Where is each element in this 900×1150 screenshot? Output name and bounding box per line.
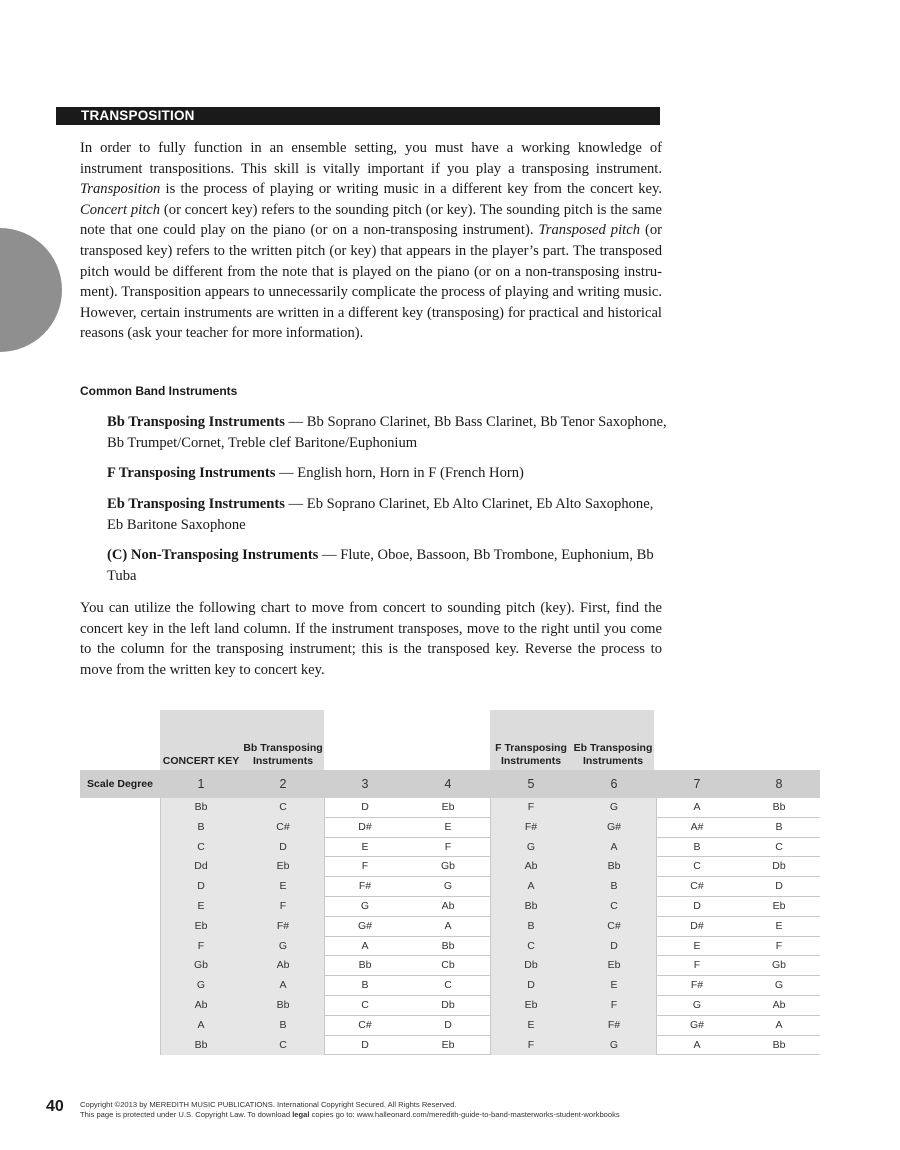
table-cell: G: [443, 880, 453, 893]
table-cell: C#: [242, 818, 324, 838]
table-cell: F: [490, 798, 572, 818]
instrument-group-c: [107, 545, 667, 586]
table-cell: G: [242, 937, 324, 957]
scale-degree-cell: 6: [610, 777, 618, 791]
instrument-group-name: F Transposing Instruments: [107, 465, 276, 481]
scale-degree-cell: 1: [197, 777, 205, 791]
term-concert-pitch: Concert pitch: [80, 201, 161, 218]
copyright-line-2: [80, 1110, 620, 1120]
instrument-group-name: Bb Transposing Instruments: [107, 414, 285, 430]
table-cell: Db: [772, 860, 786, 873]
table-cell: B: [490, 917, 572, 937]
table-cell: A: [693, 1038, 701, 1051]
table-cell: G: [572, 1036, 656, 1056]
table-cell: Gb: [771, 959, 786, 972]
table-cell: F: [160, 937, 242, 957]
table-cell: D: [775, 880, 783, 893]
table-cell: G: [774, 979, 784, 992]
table-cell: A: [242, 976, 324, 996]
table-cell: Db: [441, 998, 455, 1011]
table-cell: G: [692, 998, 702, 1011]
table-cell: D: [361, 1038, 369, 1051]
instrument-group-list: — Bb Soprano Clarinet, Bb Bass Clarinet, Bb Tenor Saxophone, Bb Trumpet/Cornet, Treble clef Baritone/Euphonium: [107, 414, 667, 451]
table-cell: A: [490, 877, 572, 897]
table-cell: Cb: [441, 959, 455, 972]
table-cell: Dd: [160, 857, 242, 877]
copyright-line-2c: copies go to: www.halleonard.com/meredith-guide-to-band-masterworks-student-workbooks: [309, 1109, 620, 1119]
intro-text-3: (or concert key) refers to the sounding pitch (or key). The sounding pitch is the same note that one could play on the piano (or on a non-transposing instrument).: [80, 201, 662, 239]
instrument-group-name: Eb Transposing Instruments: [107, 496, 285, 512]
table-cell: D#: [358, 820, 372, 833]
table-cell: D: [572, 937, 656, 957]
table-cell: F#: [572, 1016, 656, 1036]
table-cell: C: [242, 798, 324, 818]
instrument-group-eb: [107, 494, 667, 535]
table-cell: D: [160, 877, 242, 897]
table-cell: C#: [358, 1018, 372, 1031]
scale-degree-cell: 3: [361, 777, 369, 791]
table-cell: Ab: [490, 857, 572, 877]
table-cell: Bb: [772, 801, 786, 813]
table-cell: B: [361, 979, 369, 992]
col-header-eb: Eb Transposing Instruments: [572, 710, 654, 770]
section-title-bar: TRANSPOSITION: [56, 107, 660, 125]
table-cell: Ab: [441, 899, 455, 912]
table-cell: A#: [690, 820, 704, 833]
table-cell: Eb: [490, 996, 572, 1016]
table-cell: Eb: [242, 857, 324, 877]
table-cell: F: [693, 959, 701, 972]
table-cell: E: [242, 877, 324, 897]
intro-text-1: In order to fully function in an ensemble setting, you must have a working knowledge of instrument transpositions. This skill is vitally important if you play a transposing instrument.: [80, 140, 662, 177]
table-cell: D: [361, 801, 369, 813]
instrument-group-list: — English horn, Horn in F (French Horn): [275, 465, 524, 481]
intro-text-2: is the process of playing or writing music in a different key from the concert key.: [160, 181, 662, 198]
instrument-group-name: (C) Non-Transposing Instruments: [107, 547, 319, 563]
intro-paragraph: [80, 138, 662, 344]
scale-degree-label: Scale Degree: [87, 778, 153, 790]
table-cell: B: [160, 818, 242, 838]
table-cell: A: [160, 1016, 242, 1036]
page-number: 40: [46, 1098, 64, 1115]
copyright-legal: legal: [292, 1109, 310, 1119]
instrument-group-list: — Eb Soprano Clarinet, Eb Alto Clarinet, Eb Alto Saxophone, Eb Baritone Saxophone: [107, 496, 654, 533]
table-cell: D: [693, 899, 701, 912]
col-header-8: [738, 710, 820, 770]
copyright-notice: [80, 1100, 620, 1119]
table-cell: C: [444, 979, 452, 992]
scale-degree-row: [80, 770, 820, 798]
table-cell: E: [361, 840, 369, 853]
column-divider: [656, 798, 657, 1055]
intro-text-4: (or transposed key) refers to the written pitch (or key) that appears in the player’s part. The transposed pitch would be different from the note that is played on the piano (or on a non-transposing instrument). Transposition appears to unnecessarily complicate the process of playing and writing music. However, certain instruments are written in a different key (transposing) for practical and historical reasons (ask your teacher for more information).: [80, 222, 663, 342]
table-cell: E: [572, 976, 656, 996]
table-cell: Db: [490, 956, 572, 976]
table-cell: Bb: [160, 1036, 242, 1056]
table-cell: Eb: [572, 956, 656, 976]
table-cell: C: [490, 937, 572, 957]
table-cell: F: [242, 897, 324, 917]
table-cell: C: [242, 1036, 324, 1056]
table-cell: F: [775, 939, 783, 952]
table-cell: B: [775, 820, 783, 833]
table-cell: F: [490, 1036, 572, 1056]
table-cell: C: [361, 998, 369, 1011]
col-header-f: F Transposing Instruments: [490, 710, 572, 770]
table-cell: B: [242, 1016, 324, 1036]
table-cell: Bb: [490, 897, 572, 917]
table-cell: G: [360, 899, 370, 912]
table-cell: F: [572, 996, 656, 1016]
column-divider: [324, 798, 325, 1055]
instrument-group-f: [107, 463, 667, 484]
table-cell: Ab: [242, 956, 324, 976]
table-cell: E: [775, 919, 783, 932]
table-cell: C: [572, 897, 656, 917]
table-cell: C#: [572, 917, 656, 937]
table-cell: C: [160, 838, 242, 858]
table-cell: A: [444, 919, 452, 932]
table-cell: E: [490, 1016, 572, 1036]
table-cell: G#: [689, 1018, 704, 1031]
table-cell: A: [361, 939, 369, 952]
col-header-concert: CONCERT KEY: [160, 710, 242, 770]
table-cell: Bb: [242, 996, 324, 1016]
table-cell: A: [572, 838, 656, 858]
copyright-line-2a: This page is protected under U.S. Copyright Law. To download: [80, 1109, 293, 1119]
table-cell: D: [444, 1018, 452, 1031]
table-cell: F: [361, 860, 369, 873]
table-cell: Eb: [441, 1038, 455, 1051]
table-cell: D: [242, 838, 324, 858]
table-cell: G#: [572, 818, 656, 838]
outro-paragraph: You can utilize the following chart to move from concert to sounding pitch (key). First, find the concert key in the left land column. If the instrument transposes, move to the right until you come to the column for the transposing instrument; this is the transposed key. Reverse the process to move from the written key to concert key.: [80, 600, 662, 678]
table-cell: G: [490, 838, 572, 858]
table-cell: Gb: [440, 860, 455, 873]
col-header-7: [656, 710, 738, 770]
table-cell: E: [444, 820, 452, 833]
instruments-heading: Common Band Instruments: [80, 384, 238, 398]
table-cell: G#: [357, 919, 372, 932]
table-cell: Bb: [441, 939, 455, 952]
table-cell: C: [775, 840, 783, 853]
table-cell: A: [693, 801, 701, 813]
col-header-4: [406, 710, 488, 770]
table-cell: Bb: [358, 959, 372, 972]
table-cell: Bb: [160, 798, 242, 818]
table-cell: C#: [690, 880, 704, 893]
table-cell: F#: [358, 880, 372, 893]
col-header-3: [324, 710, 406, 770]
table-cell: Ab: [772, 998, 786, 1011]
table-cell: E: [160, 897, 242, 917]
table-cell: Eb: [772, 899, 786, 912]
table-cell: Bb: [772, 1038, 786, 1051]
table-cell: G: [572, 798, 656, 818]
table-cell: F: [444, 840, 452, 853]
scale-degree-cell: 8: [775, 777, 783, 791]
table-cell: F#: [690, 979, 704, 992]
scale-degree-cell: 4: [444, 777, 452, 791]
instrument-group-bb: [107, 412, 667, 453]
table-cell: G: [160, 976, 242, 996]
table-cell: A: [775, 1018, 783, 1031]
term-transposed-pitch: Transposed pitch: [538, 222, 640, 239]
table-cell: Bb: [572, 857, 656, 877]
thumb-tab-marker: [0, 228, 62, 352]
table-cell: E: [693, 939, 701, 952]
table-cell: Eb: [441, 801, 455, 813]
scale-degree-cell: 7: [693, 777, 701, 791]
column-divider: [490, 798, 491, 1055]
column-divider: [160, 798, 161, 1055]
table-cell: B: [572, 877, 656, 897]
table-cell: F#: [490, 818, 572, 838]
table-cell: Eb: [160, 917, 242, 937]
copyright-line-1: Copyright ©2013 by MEREDITH MUSIC PUBLICATIONS. International Copyright Secured. All Rights Reserved.: [80, 1100, 457, 1109]
table-cell: D: [490, 976, 572, 996]
table-cell: Gb: [160, 956, 242, 976]
scale-degree-cell: 2: [279, 777, 287, 791]
table-cell: D#: [690, 919, 704, 932]
scale-degree-cell: 5: [527, 777, 535, 791]
col-header-bb: Bb Transposing Instruments: [242, 710, 324, 770]
term-transposition: Transposition: [80, 181, 161, 198]
instrument-group-list: — Flute, Oboe, Bassoon, Bb Trombone, Euphonium, Bb Tuba: [107, 547, 654, 584]
table-cell: C: [693, 860, 701, 873]
table-cell: F#: [242, 917, 324, 937]
table-cell: B: [693, 840, 701, 853]
table-cell: Ab: [160, 996, 242, 1016]
